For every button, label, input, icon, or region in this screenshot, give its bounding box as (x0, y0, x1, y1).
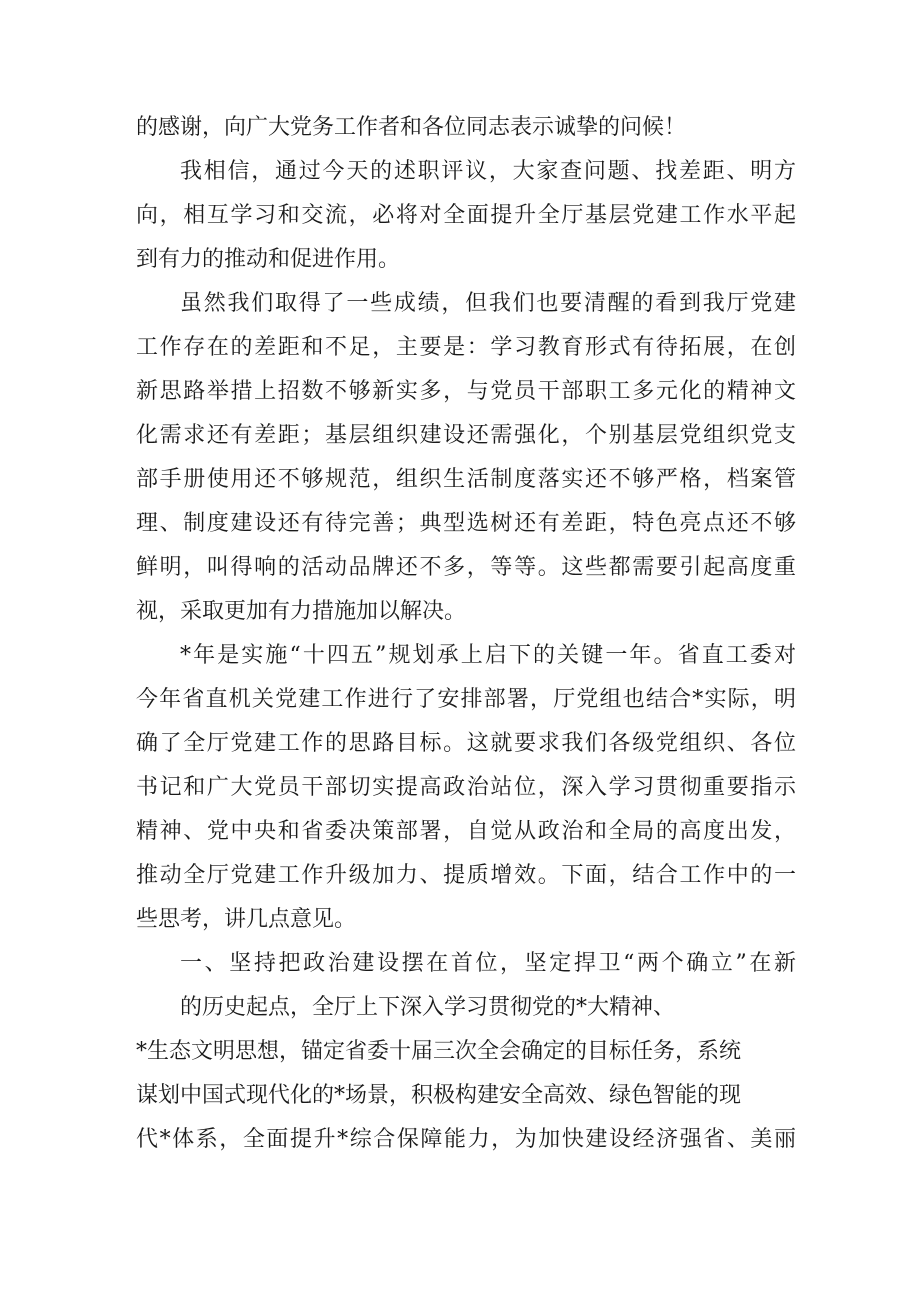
text-line: *生态文明思想，锚定省委十届三次全会确定的目标任务，系统 (136, 1039, 742, 1064)
text-line: 虽然我们取得了一些成绩，但我们也要清醒的看到我厅党建 (180, 291, 796, 316)
text-line: 理、制度建设还有待完善；典型选树还有差距，特色亮点还不够 (136, 511, 796, 536)
text-line: 书记和广大党员干部切实提高政治站位，深入学习贯彻重要指示 (136, 775, 796, 800)
text-line: 代*体系，全面提升*综合保障能力，为加快建设经济强省、美丽 (136, 1127, 796, 1152)
text-line: 工作存在的差距和不足，主要是：学习教育形式有待拓展，在创 (136, 335, 796, 360)
text-line: 鲜明，叫得响的活动品牌还不多，等等。这些都需要引起高度重 (136, 555, 796, 580)
text-line: 谋划中国式现代化的*场景，积极构建安全高效、绿色智能的现 (136, 1083, 742, 1108)
text-line: 今年省直机关党建工作进行了安排部署，厅党组也结合*实际，明 (136, 687, 796, 712)
section-heading: 一、坚持把政治建设摆在首位，坚定捍卫“两个确立”在新 (180, 951, 796, 976)
text-line: *年是实施“十四五”规划承上启下的关键一年。省直工委对 (180, 643, 796, 668)
text-line: 新思路举措上招数不够新实多，与党员干部职工多元化的精神文 (136, 379, 796, 404)
text-line: 的感谢，向广大党务工作者和各位同志表示诚挚的问候！ (136, 115, 687, 140)
text-line: 推动全厅党建工作升级加力、提质增效。下面，结合工作中的一 (136, 863, 796, 888)
text-line: 的历史起点，全厅上下深入学习贯彻党的*大精神、 (180, 995, 676, 1020)
text-line: 视，采取更加有力措施加以解决。 (136, 599, 467, 624)
text-line: 确了全厅党建工作的思路目标。这就要求我们各级党组织、各位 (136, 731, 796, 756)
text-line: 向，相互学习和交流，必将对全面提升全厅基层党建工作水平起 (136, 203, 796, 228)
text-line: 精神、党中央和省委决策部署，自觉从政治和全局的高度出发， (136, 819, 796, 844)
text-line: 部手册使用还不够规范，组织生活制度落实还不够严格，档案管 (136, 467, 796, 492)
text-line: 化需求还有差距；基层组织建设还需强化，个别基层党组织党支 (136, 423, 796, 448)
text-line: 些思考，讲几点意见。 (136, 907, 357, 932)
text-line: 到有力的推动和促进作用。 (136, 247, 401, 272)
text-line: 我相信，通过今天的述职评议，大家查问题、找差距、明方 (180, 159, 796, 184)
